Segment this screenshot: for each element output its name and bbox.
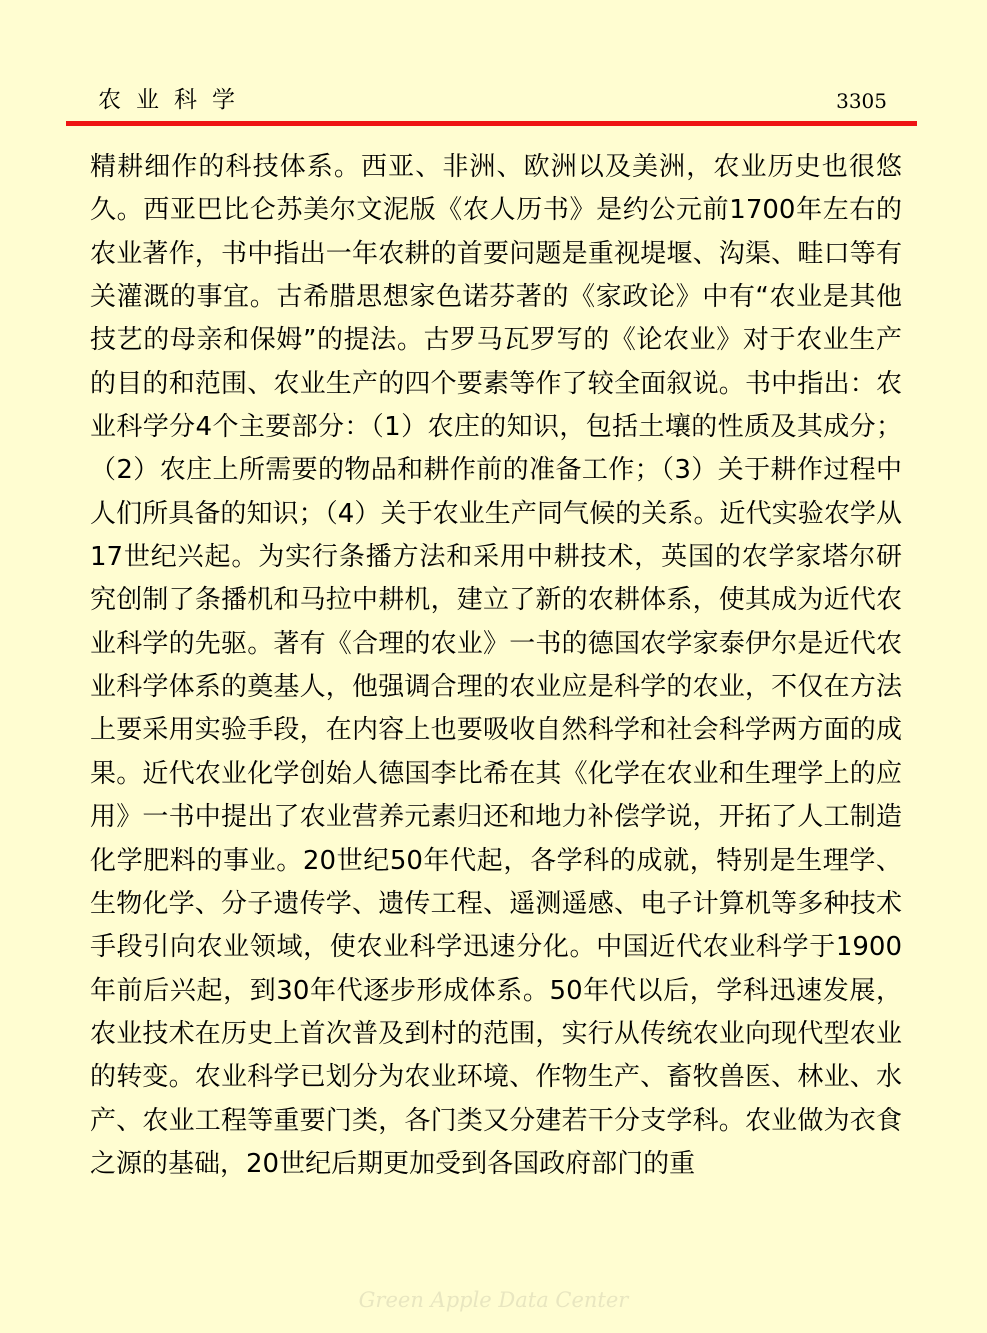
header-rule xyxy=(66,121,917,126)
page-header xyxy=(90,84,897,120)
watermark: Green Apple Data Center xyxy=(358,1288,629,1312)
running-title: 农业科学 xyxy=(98,87,250,113)
page-number: 3305 xyxy=(836,89,887,113)
body-paragraph: 精耕细作的科技体系。西亚、非洲、欧洲以及美洲，农业历史也很悠久。西亚巴比仑苏美尔文泥版《农人历书》是约公元前1700年左右的农业著作，书中指出一年农耕的首要问题是重视堤堰、沟渠、畦口等有关灌溉的事宜。古希腊思想家色诺芬著的《家政论》中有“农业是其他技艺的母亲和保姆”的提法。古罗马瓦罗写的《论农业》对于农业生产的目的和范围、农业生产的四个要素等作了较全面叙说。书中指出：农业科学分4个主要部分：（1）农庄的知识，包括土壤的性质及其成分；（2）农庄上所需要的物品和耕作前的准备工作；（3）关于耕作过程中人们所具备的知识；（4）关于农业生产同气候的关系。近代实验农学从17世纪兴起。为实行条播方法和采用中耕技术，英国的农学家塔尔研究创制了条播机和马拉中耕机，建立了新的农耕体系，使其成为近代农业科学的先驱。著有《合理的农业》一书的德国农学家泰伊尔是近代农业科学体系的奠基人，他强调合理的农业应是科学的农业，不仅在方法上要采用实验手段，在内容上也要吸收自然科学和社会科学两方面的成果。近代农业化学创始人德国李比希在其《化学在农业和生理学上的应用》一书中提出了农业营养元素归还和地力补偿学说，开拓了人工制造化学肥料的事业。20世纪50年代起，各学科的成就，特别是生理学、生物化学、分子遗传学、遗传工程、遥测遥感、电子计算机等多种技术手段引向农业领域，使农业科学迅速分化。中国近代农业科学于1900年前后兴起，到30年代逐步形成体系。50年代以后，学科迅速发展，农业技术在历史上首次普及到村的范围，实行从传统农业向现代型农业的转变。农业科学已划分为农业环境、作物生产、畜牧兽医、林业、水产、农业工程等重要门类，各门类又分建若干分支学科。农业做为衣食之源的基础，20世纪后期更加受到各国政府部门的重 xyxy=(90,152,902,1179)
